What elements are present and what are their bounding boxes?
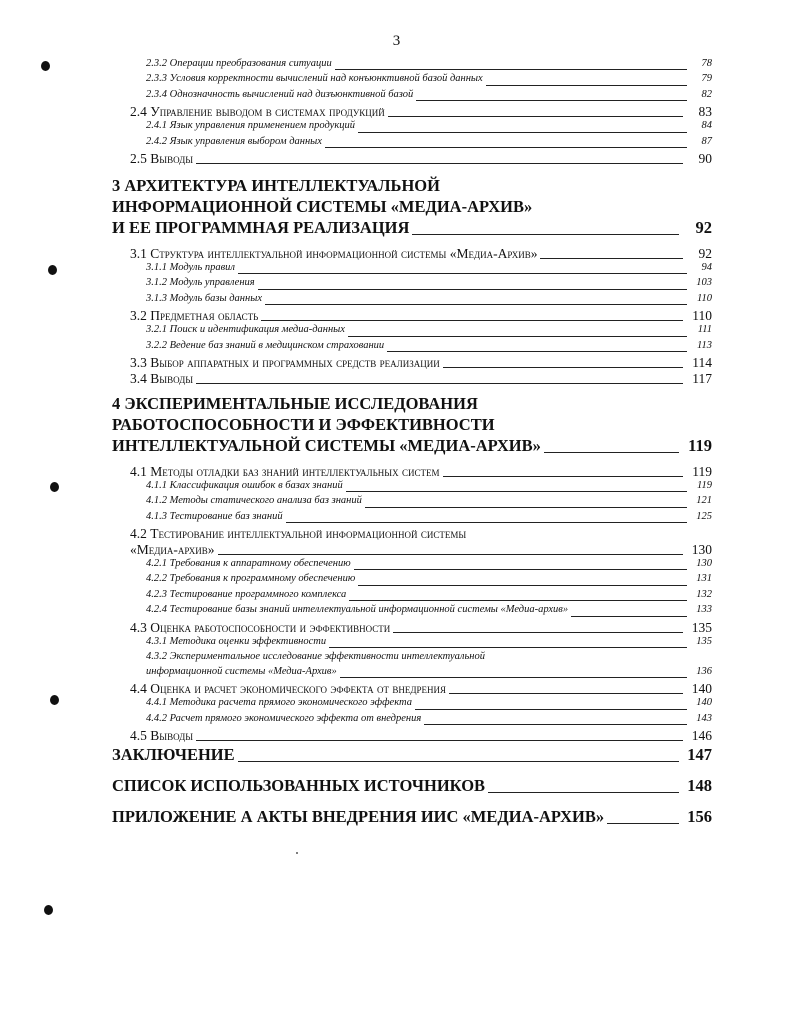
toc-entry-page: 111 xyxy=(697,324,712,336)
toc-entry-title-line: 3 АРХИТЕКТУРА ИНТЕЛЛЕКТУАЛЬНОЙ xyxy=(112,175,440,195)
toc-leader-line xyxy=(540,257,683,259)
toc-entry-title: ЗАКЛЮЧЕНИЕ xyxy=(112,745,235,765)
toc-entry-title-line: 4.3.2 Экспериментальное исследование эффективности интеллектуальной xyxy=(146,651,485,663)
toc-entry-level-2 xyxy=(112,681,712,697)
toc-entry-level-2 xyxy=(112,371,712,387)
toc-entry-level-3 xyxy=(112,277,712,292)
toc-entry-page: 147 xyxy=(687,745,712,765)
toc-entry-title: 3.2.2 Ведение баз знаний в медицинском страховании xyxy=(146,339,385,351)
toc-entry-level-3 xyxy=(112,340,712,355)
toc-entry-page: 135 xyxy=(696,635,712,647)
toc-entry-level-2 xyxy=(112,620,712,636)
toc-entry-level-3 xyxy=(112,573,712,588)
toc-leader-line xyxy=(238,272,687,274)
toc-leader-line xyxy=(387,350,687,352)
binder-hole-mark xyxy=(41,61,50,71)
toc-entry-title: 4.1.1 Классификация ошибок в базах знаний xyxy=(146,479,343,491)
toc-entry-title: 3.4 Выводы xyxy=(130,370,194,386)
toc-entry-title: 3.1 Структура интеллектуальной информационной системы «Медиа-Архив» xyxy=(130,245,538,261)
toc-entry-page: 131 xyxy=(696,573,712,585)
toc-entry-title: СПИСОК ИСПОЛЬЗОВАННЫХ ИСТОЧНИКОВ xyxy=(112,776,486,796)
toc-entry-page: 140 xyxy=(696,697,712,709)
toc-leader-line xyxy=(412,233,679,235)
toc-entry-level-3 xyxy=(112,511,712,526)
toc-entry-level-3 xyxy=(112,495,712,510)
toc-entry-page: 130 xyxy=(696,558,712,570)
toc-leader-line xyxy=(358,584,687,586)
toc-leader-line xyxy=(607,822,679,824)
toc-entry-level-3 xyxy=(112,262,712,277)
toc-entry-level-2 xyxy=(112,464,712,480)
toc-entry-page: 133 xyxy=(696,604,712,616)
toc-entry-page: 84 xyxy=(701,120,712,132)
toc-entry-page: 135 xyxy=(691,619,712,635)
toc-entry-title: 4.1.2 Методы статического анализа баз знаний xyxy=(146,495,362,507)
toc-leader-line xyxy=(325,146,687,148)
toc-leader-line xyxy=(416,99,687,101)
toc-entry-level-3 xyxy=(112,713,712,728)
toc-leader-line xyxy=(340,676,687,678)
toc-entry-title-line: РАБОТОСПОСОБНОСТИ И ЭФФЕКТИВНОСТИ xyxy=(112,414,495,434)
toc-entry-title: 4.2.2 Требования к программному обеспечению xyxy=(146,573,356,585)
toc-leader-line xyxy=(358,131,687,133)
toc-leader-line xyxy=(196,739,683,741)
toc-entry-level-3 xyxy=(112,604,712,619)
toc-leader-line xyxy=(415,708,687,710)
toc-entry-title-line: 4.2 Тестирование интеллектуальной информационной системы xyxy=(130,526,467,542)
toc-leader-line xyxy=(393,631,683,633)
toc-entry-page: 79 xyxy=(701,73,712,85)
toc-leader-line xyxy=(261,319,683,321)
toc-entry-level-3 xyxy=(112,558,712,573)
toc-entry-page: 78 xyxy=(701,58,712,69)
toc-entry-page: 90 xyxy=(698,150,712,166)
toc-leader-line xyxy=(258,288,687,290)
toc-entry-level-2 xyxy=(112,728,712,744)
toc-entry-level-1 xyxy=(112,393,712,456)
toc-entry-level-1 xyxy=(112,806,712,827)
toc-leader-line xyxy=(329,646,687,648)
binder-hole-mark xyxy=(44,905,53,915)
toc-entry-page: 83 xyxy=(698,104,712,120)
toc-entry-level-2 xyxy=(112,526,712,558)
toc-leader-line xyxy=(449,692,683,694)
toc-entry-title: 4.1.3 Тестирование баз знаний xyxy=(146,510,283,522)
toc-entry-title: 4.2.3 Тестирование программного комплекса xyxy=(146,588,347,600)
toc-entry-level-1 xyxy=(112,744,712,765)
toc-leader-line xyxy=(488,791,679,793)
toc-entry-title: 4.3 Оценка работоспособности и эффективности xyxy=(130,619,391,635)
toc-entry-page: 114 xyxy=(692,354,712,370)
toc-entry-title-line: ИНФОРМАЦИОННОЙ СИСТЕМЫ «МЕДИА-АРХИВ» xyxy=(112,196,533,216)
scan-speck xyxy=(296,852,298,854)
toc-entry-title: информационной системы «Медиа-Архив» xyxy=(146,666,337,678)
toc-entry-level-3 xyxy=(112,120,712,135)
toc-entry-title: 4.2.4 Тестирование базы знаний интеллектуальной информационной системы «Медиа-архив» xyxy=(146,604,569,616)
toc-entry-page: 92 xyxy=(698,245,712,261)
toc-entry-title: 3.1.3 Модуль базы данных xyxy=(146,292,262,304)
toc-leader-line xyxy=(265,303,687,305)
toc-leader-line xyxy=(348,335,687,337)
toc-entry-page: 121 xyxy=(696,495,712,507)
toc-leader-line xyxy=(349,599,687,601)
toc-entry-title: И ЕЕ ПРОГРАММНАЯ РЕАЛИЗАЦИЯ xyxy=(112,217,410,237)
toc-leader-line xyxy=(443,366,683,368)
toc-entry-title: 2.4 Управление выводом в системах продукций xyxy=(130,104,385,120)
toc-entry-level-2 xyxy=(112,308,712,324)
toc-entry-title-line: 4 ЭКСПЕРИМЕНТАЛЬНЫЕ ИССЛЕДОВАНИЯ xyxy=(112,393,478,413)
toc-entry-title: 2.5 Выводы xyxy=(130,150,194,166)
binder-hole-mark xyxy=(48,265,57,275)
toc-entry-title: 4.1 Методы отладки баз знаний интеллектуальных систем xyxy=(130,463,440,479)
toc-entry-page: 110 xyxy=(692,308,712,324)
toc-entry-level-3 xyxy=(112,636,712,651)
toc-entry-title: 3.2 Предметная область xyxy=(130,308,259,324)
toc-entry-level-1 xyxy=(112,175,712,238)
toc-entry-title: 3.2.1 Поиск и идентификация медиа-данных xyxy=(146,324,345,336)
toc-leader-line xyxy=(196,382,683,384)
toc-entry-page: 92 xyxy=(695,217,712,237)
toc-entry-title: 4.3.1 Методика оценки эффективности xyxy=(146,635,327,647)
toc-entry-level-3 xyxy=(112,89,712,104)
toc-entry-page: 113 xyxy=(697,339,712,351)
toc-entry-title: 3.1.1 Модуль правил xyxy=(146,261,236,273)
toc-leader-line xyxy=(196,162,683,164)
toc-entry-level-3 xyxy=(112,73,712,88)
toc-entry-title: 3.1.2 Модуль управления xyxy=(146,277,255,289)
toc-entry-title: 4.2.1 Требования к аппаратному обеспечению xyxy=(146,558,351,570)
toc-entry-page: 103 xyxy=(696,277,712,289)
toc-entry-level-3 xyxy=(112,58,712,73)
toc-leader-line xyxy=(346,490,687,492)
toc-leader-line xyxy=(443,475,683,477)
toc-entry-page: 132 xyxy=(696,588,712,600)
toc-entry-title: 2.4.1 Язык управления применением продукций xyxy=(146,120,355,132)
toc-entry-page: 140 xyxy=(691,681,712,697)
toc-entry-page: 119 xyxy=(688,435,712,455)
toc-entry-title: 2.3.3 Условия корректности вычислений над конъюнктивной базой данных xyxy=(146,73,483,85)
toc-entry-title: ПРИЛОЖЕНИЕ А АКТЫ ВНЕДРЕНИЯ ИИС «МЕДИА-АРХИВ» xyxy=(112,807,605,827)
toc-leader-line xyxy=(218,553,683,555)
toc-leader-line xyxy=(388,115,683,117)
toc-entry-page: 156 xyxy=(687,807,712,827)
toc-leader-line xyxy=(365,506,687,508)
toc-entry-level-3 xyxy=(112,293,712,308)
toc-entry-level-1 xyxy=(112,775,712,796)
binder-hole-mark xyxy=(50,695,59,705)
toc-entry-level-2 xyxy=(112,151,712,167)
toc-leader-line xyxy=(486,84,687,86)
toc-entry-title: 4.4.2 Расчет прямого экономического эффекта от внедрения xyxy=(146,712,422,724)
toc-entry-page: 130 xyxy=(691,542,712,558)
toc-entry-title: 4.5 Выводы xyxy=(130,728,194,744)
toc-entry-page: 148 xyxy=(687,776,712,796)
toc-leader-line xyxy=(335,68,687,70)
toc-entry-page: 119 xyxy=(697,479,712,491)
toc-leader-line xyxy=(286,521,687,523)
toc-entry-page: 110 xyxy=(697,292,712,304)
toc-entry-level-3 xyxy=(112,324,712,339)
toc-entry-page: 82 xyxy=(701,88,712,100)
toc-entry-level-2 xyxy=(112,355,712,371)
toc-entry-title: «Медиа-архив» xyxy=(130,542,215,558)
table-of-contents xyxy=(112,58,712,827)
toc-entry-page: 87 xyxy=(701,135,712,147)
toc-entry-title: 2.4.2 Язык управления выбором данных xyxy=(146,135,322,147)
toc-entry-page: 117 xyxy=(692,370,712,386)
toc-entry-level-3 xyxy=(112,136,712,151)
toc-entry-title: 2.3.2 Операции преобразования ситуации xyxy=(146,58,332,69)
toc-entry-title: 3.3 Выбор аппаратных и программных средств реализации xyxy=(130,354,440,370)
page-number: 3 xyxy=(392,33,401,49)
toc-entry-page: 136 xyxy=(696,666,712,678)
toc-entry-page: 146 xyxy=(691,728,712,744)
binder-hole-mark xyxy=(50,482,59,492)
toc-entry-page: 119 xyxy=(692,463,712,479)
toc-entry-page: 125 xyxy=(696,510,712,522)
toc-entry-level-2 xyxy=(112,246,712,262)
toc-leader-line xyxy=(424,723,687,725)
toc-entry-level-3 xyxy=(112,589,712,604)
toc-entry-title: 4.4 Оценка и расчет экономического эффекта от внедрения xyxy=(130,681,446,697)
toc-entry-level-3 xyxy=(112,480,712,495)
toc-entry-level-3 xyxy=(112,697,712,712)
toc-entry-title: 4.4.1 Методика расчета прямого экономического эффекта xyxy=(146,697,412,709)
toc-entry-page: 143 xyxy=(696,712,712,724)
toc-leader-line xyxy=(571,615,687,617)
toc-entry-title: 2.3.4 Однозначность вычислений над дизъюнктивной базой xyxy=(146,88,414,100)
toc-entry-level-3 xyxy=(112,651,712,681)
toc-leader-line xyxy=(238,760,679,762)
toc-entry-level-2 xyxy=(112,104,712,120)
toc-leader-line xyxy=(354,568,687,570)
toc-entry-page: 94 xyxy=(701,261,712,273)
toc-leader-line xyxy=(544,451,679,453)
toc-entry-title: ИНТЕЛЛЕКТУАЛЬНОЙ СИСТЕМЫ «МЕДИА-АРХИВ» xyxy=(112,435,541,455)
